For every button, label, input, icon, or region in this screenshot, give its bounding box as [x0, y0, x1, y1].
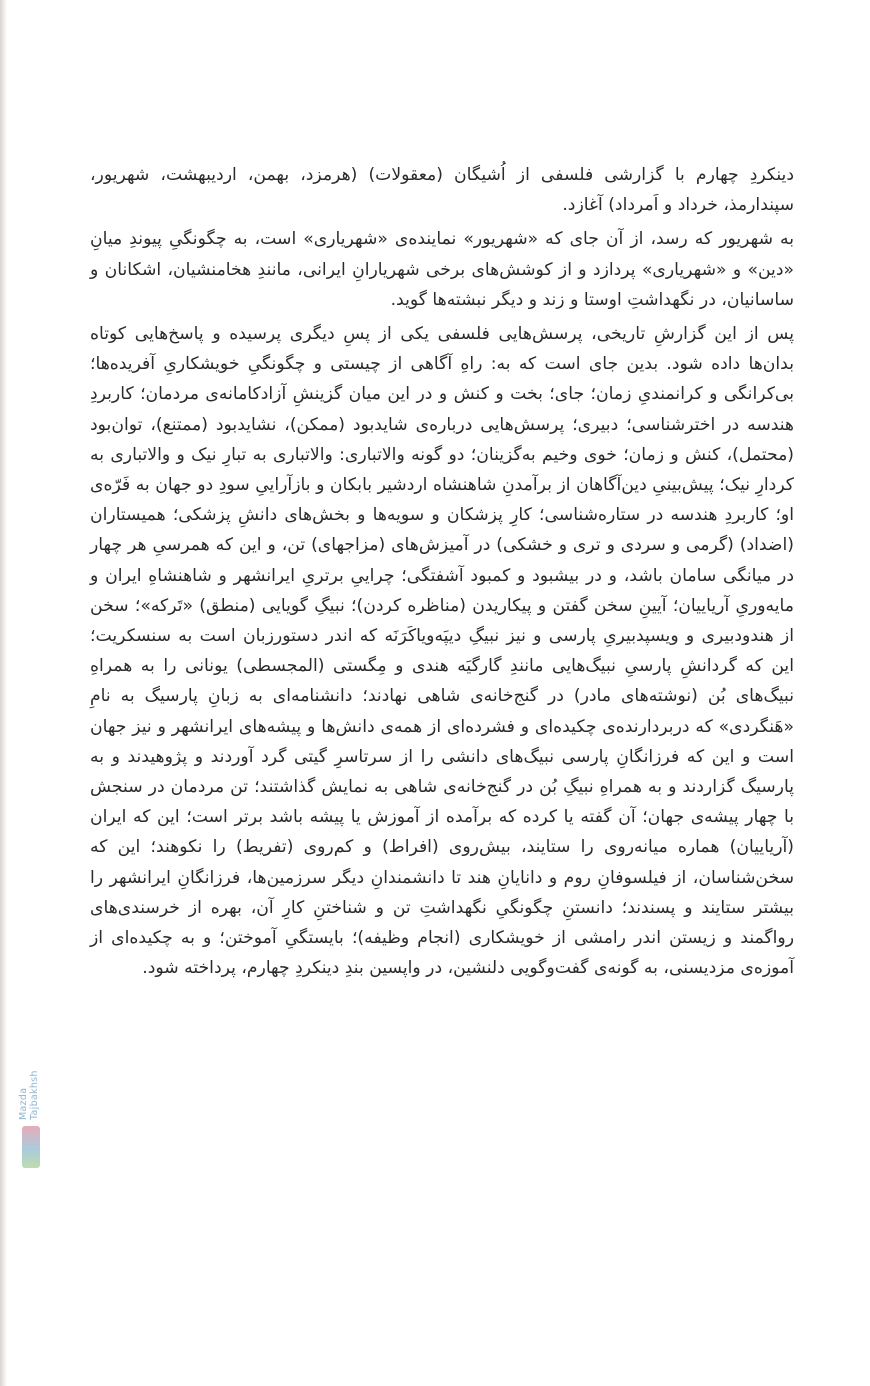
logo-line-1: Mazda: [18, 1087, 29, 1120]
logo-line-2: Tajbakhsh: [29, 1070, 40, 1120]
page-body: [90, 160, 794, 987]
publisher-logo-mark-icon: [22, 1126, 40, 1168]
paragraph-shahrivar: به شهریور که رسد، از آن جای که «شهریور» نماینده‌ی «شهریاری» است، به چگونگیِ پیوندِ میانِ «دین» و «شهریاری» پردازد و از کوشش‌های برخی شهریارانِ ایرانی، مانندِ هخامنشیان، اشکانان و ساسانیان، در نگهداشتِ اوستا و زند و دیگر نبشته‌ها گوید.: [90, 229, 794, 310]
paragraph-topics: پس از این گزارشِ تاریخی، پرسش‌هایی فلسفی یکی از پسِ دیگری پرسیده و پاسخ‌هایی کوتاه بدان‌ها داده شود. بدین جای است که به: راهِ آگاهی از چیستی و چگونگیِ خویشکاریِ آفریده‌ها؛ بی‌کرانگی و کرانمندیِ زمان؛ جای؛ بخت و کنش و در این میان گزینشِ آزادکامانه‌ی مردمان؛ کاربردِ هندسه در اخترشناسی؛ دبیری؛ پرسش‌هایی درباره‌ی شایدبود (ممکن)، نشایدبود (ممتنع)، توان‌بود (محتمل)، کنش و زمان؛ خوی وخیم به‌گزینان؛ دو گونه والاتباری: والاتباری به تبارِ نیک و والاتباری به کردارِ نیک؛ پیش‌بینیِ دین‌آگاهان از برآمدنِ شاهنشاه اردشیر بابکان و بازآراییِ سودِ دو جهان به فَرّه‌ی او؛ کاربردِ هندسه در ستاره‌شناسی؛ کارِ پزشکان و سویه‌ها و بخش‌های دانشِ پزشکی؛ همیستاران (اضداد) (گرمی و سردی و تری و خشکی) در آمیزش‌های (مزاجهای) تن، و این که همرسیِ هر چهار در میانگی سامان باشد، و در بیشبود و کمبود آشفتگی؛ چراییِ برتریِ ایرانشهر و شاهنشاهِ ایران و مایه‌وریِ آریاییان؛ آیینِ سخن گفتن و پیکاریدن (مناظره کردن)؛ نبیگِ گویایی (منطق) «تَرکه»؛ سخن از هندودبیری و ویسپدبیریِ پارسی و نیز نبیگِ دیپَه‌ویاکَرَنَه که اندر دستورزبان است به سنسکریت؛ این که گردانشِ پارسیِ نبیگ‌هایی مانندِ گارگیَه هندی و مِگستی (المجسطی) یونانی را به همراهِ نبیگ‌های بُن (نوشته‌های مادر) در گنج‌خانه‌ی شاهی نهادند؛ دانشنامه‌ای به زبانِ پارسیگ به نامِ «هَنگردی» که دربردارنده‌ی چکیده‌ای و فشرده‌ای از همه‌ی دانش‌ها و پیشه‌های ایرانشهر و نیز جهان است و این که فرزانگانِ پارسی نبیگ‌های دانشی را از سرتاسرِ گیتی گرد آوردند و پژوهیدند و به پارسیگ گزاردند و به همراهِ نبیگِ بُن در گنج‌خانه‌ی شاهی به نمایش گذاشتند؛ تن مردمان در سنجش با چهار پیشه‌ی جهان؛ آن گفته یا کرده که برآمده از آموزش یا پیشه باشد برتر است؛ این که ایران (آریاییان) هماره میانه‌روی را ستایند، بیش‌روی (افراط) و کم‌روی (تفریط) را نکوهند؛ این که سخن‌شناسان، از فیلسوفانِ روم و دانایانِ هند تا دانشمندانِ دیگر سرزمین‌ها، فرزانگانِ ایرانشهر را بیشتر ستایند و پسندند؛ دانستنِ چگونگیِ نگهداشتِ تن و شناختنِ کارِ آن، بهره از خرسندی‌های رواگمند و زیستن اندر رامشی از خویشکاری (انجام وظیفه)؛ بایستگیِ آموختن؛ و به چکیده‌ای از آموزه‌ی مزدیسنی، به گونه‌ی گفت‌وگویی دلنشین، در واپسین بندِ دینکردِ چهارم، پرداخته شود.: [90, 324, 794, 979]
publisher-logo-text: [18, 1020, 48, 1120]
publisher-logo: [18, 1020, 48, 1170]
paragraph-intro: دینکردِ چهارم با گزارشی فلسفی از اُشیگان (معقولات) (هرمزد، بهمن، اردیبهشت، شهریور، سپندارمذ، خرداد و اَمرداد) آغازد.: [90, 165, 794, 216]
page-edge-shadow: [0, 0, 7, 1386]
